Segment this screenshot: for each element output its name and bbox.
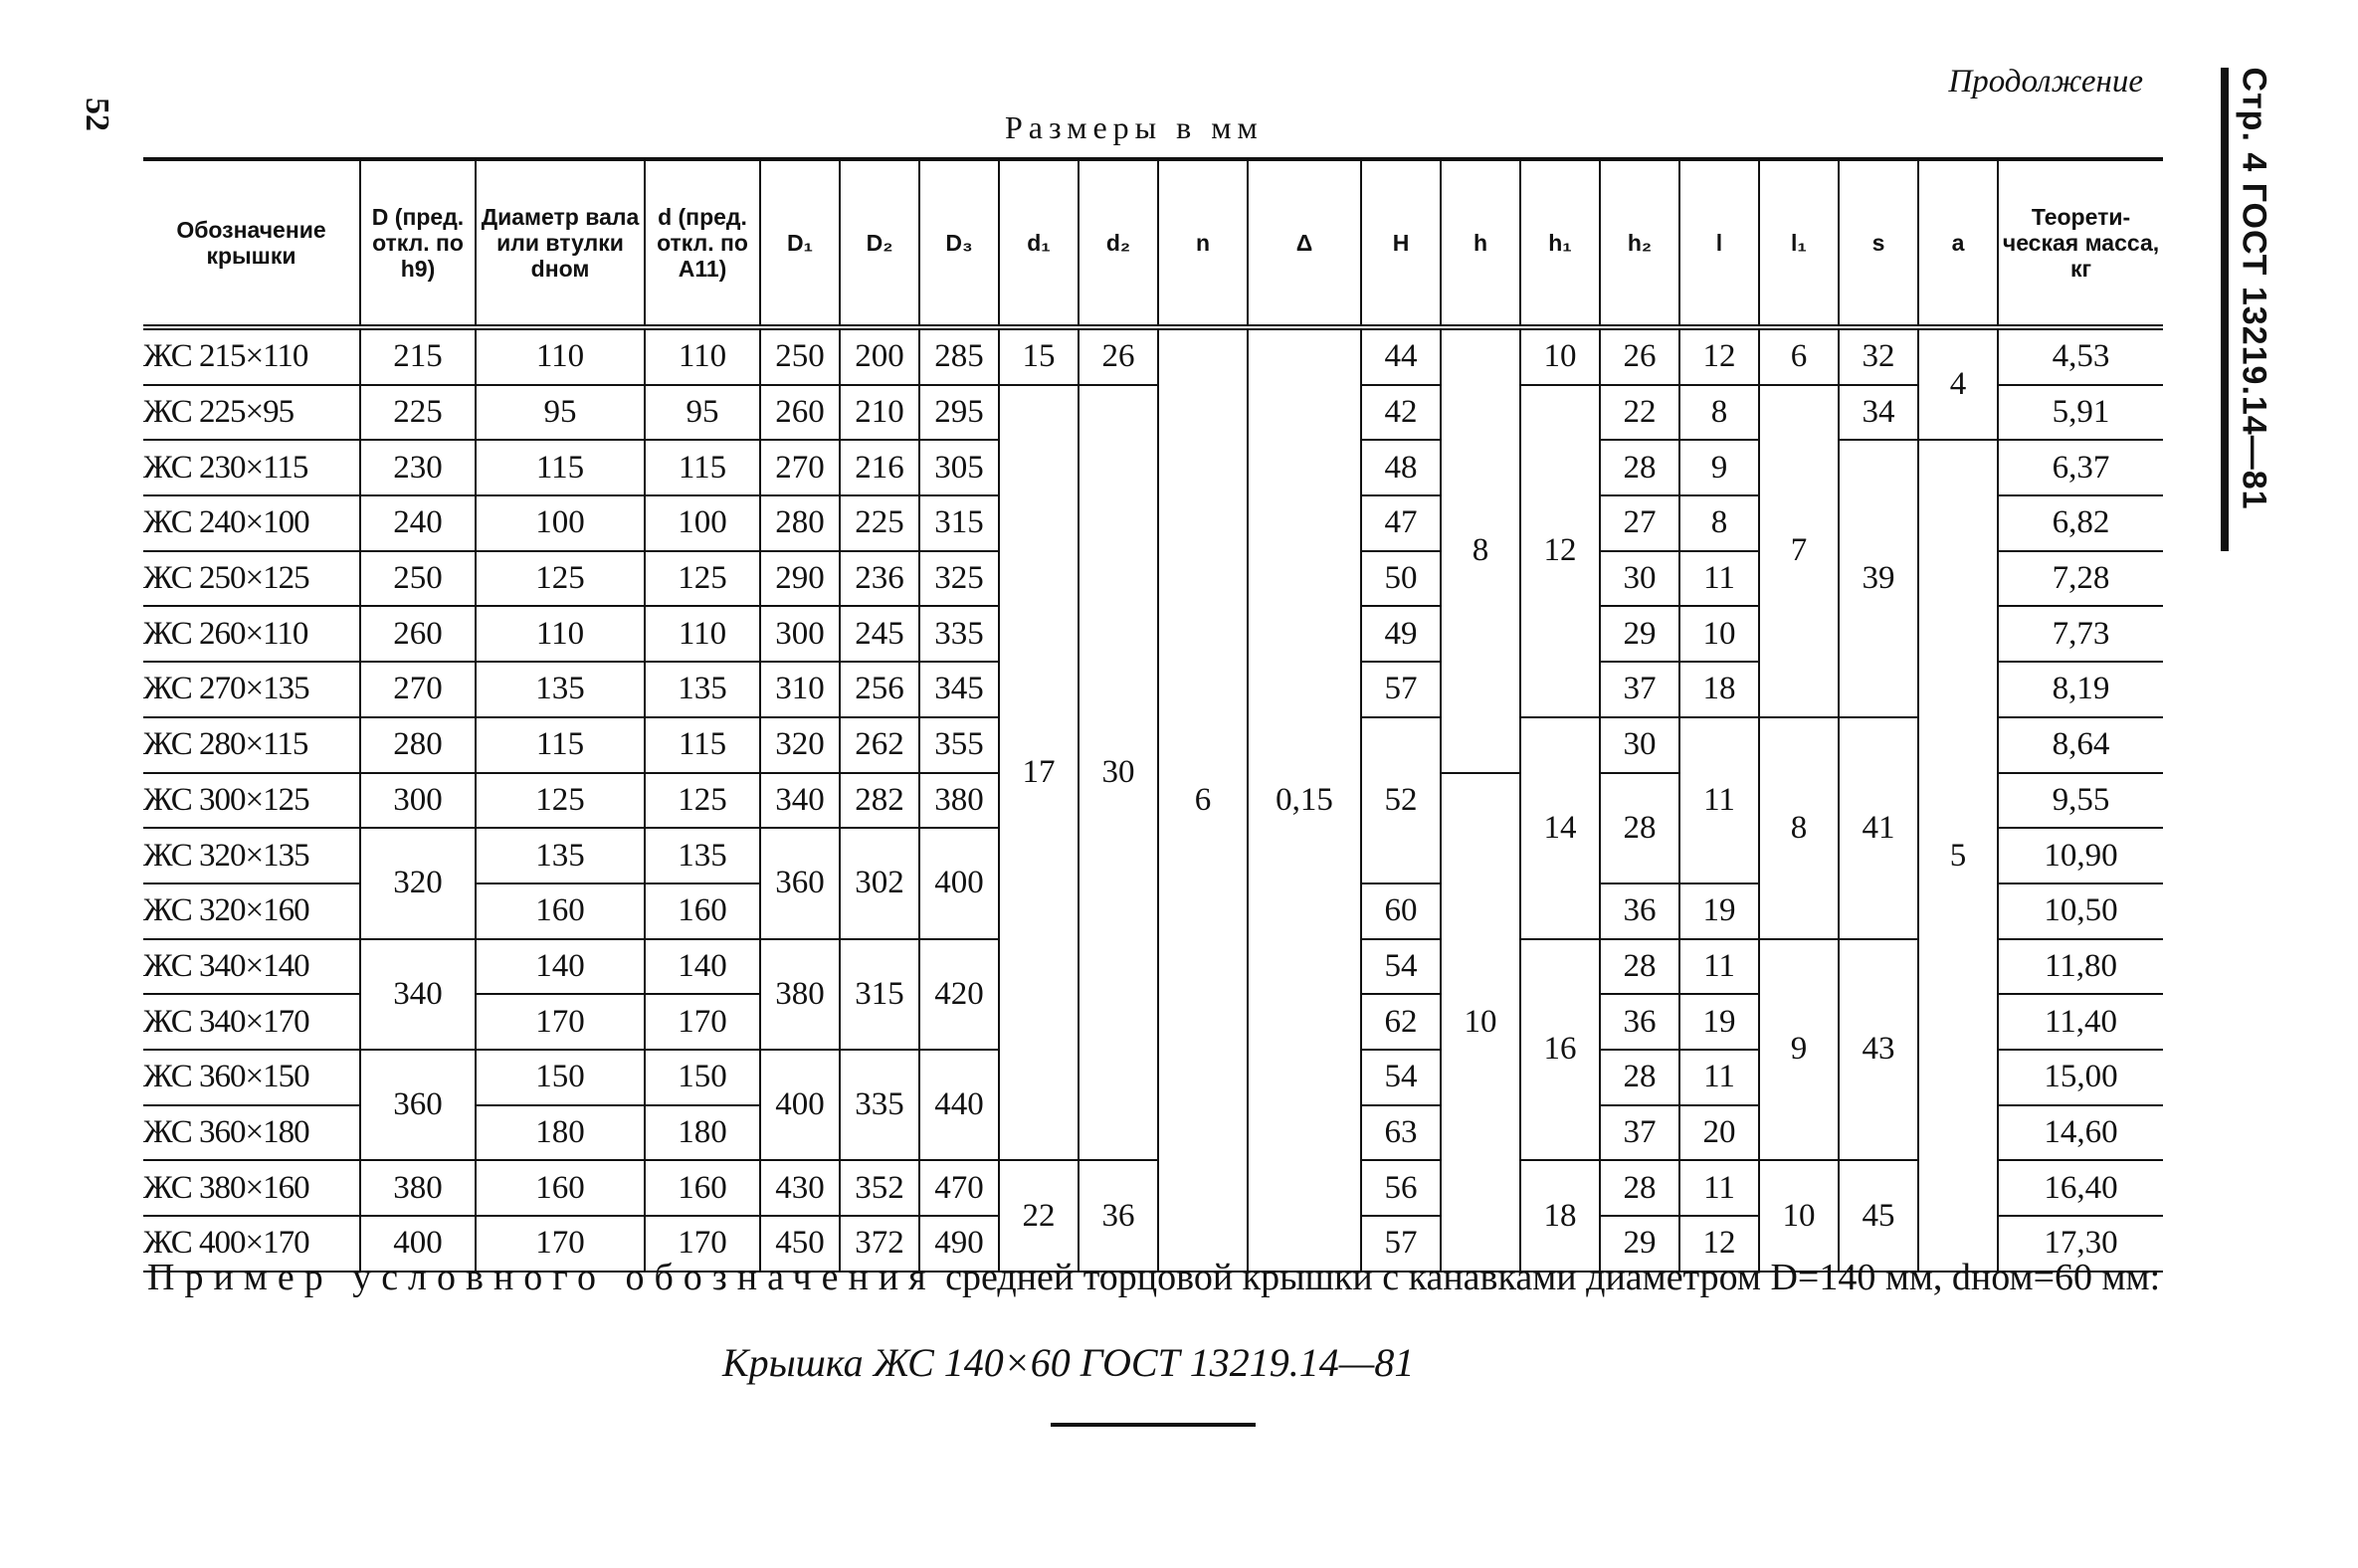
end-rule xyxy=(1051,1423,1256,1427)
cell: 260 xyxy=(760,385,840,441)
cell: 280 xyxy=(360,717,476,773)
cell: 170 xyxy=(645,994,760,1050)
dimensions-table xyxy=(143,157,2163,1273)
cell: 16,40 xyxy=(1998,1160,2163,1216)
cell: 26 xyxy=(1079,327,1158,385)
cell: 380 xyxy=(919,773,999,829)
cell: ЖС 320×135 xyxy=(143,828,360,883)
cell: 9 xyxy=(1679,440,1759,495)
cell: 110 xyxy=(476,606,645,662)
cell: 125 xyxy=(645,773,760,829)
header-cell: h xyxy=(1441,159,1520,327)
cell: ЖС 340×140 xyxy=(143,939,360,995)
cell: 160 xyxy=(645,1160,760,1216)
header-cell: n xyxy=(1158,159,1248,327)
cell: 15,00 xyxy=(1998,1050,2163,1105)
cell: 28 xyxy=(1600,1050,1679,1105)
merged-cell: 10 xyxy=(1441,773,1520,1272)
cell: 216 xyxy=(840,440,919,495)
cell: 28 xyxy=(1600,440,1679,495)
cell: 7,28 xyxy=(1998,551,2163,607)
merged-cell: 11 xyxy=(1679,717,1759,883)
cell: 12 xyxy=(1679,1216,1759,1272)
cell: ЖС 360×180 xyxy=(143,1105,360,1161)
cell: ЖС 230×115 xyxy=(143,440,360,495)
header-cell: H xyxy=(1361,159,1441,327)
cell: 36 xyxy=(1600,994,1679,1050)
header-cell: s xyxy=(1839,159,1918,327)
cell: ЖС 270×135 xyxy=(143,662,360,717)
merged-cell: 340 xyxy=(360,939,476,1050)
merged-cell: 360 xyxy=(760,828,840,938)
cell: 490 xyxy=(919,1216,999,1272)
header-cell: h₁ xyxy=(1520,159,1600,327)
cell: 305 xyxy=(919,440,999,495)
cell: 135 xyxy=(645,662,760,717)
header-cell: D₁ xyxy=(760,159,840,327)
cell: ЖС 215×110 xyxy=(143,327,360,385)
cell: 49 xyxy=(1361,606,1441,662)
cell: 10 xyxy=(1520,327,1600,385)
cell: 325 xyxy=(919,551,999,607)
cell: 215 xyxy=(360,327,476,385)
merged-cell: 0,15 xyxy=(1248,327,1361,1272)
cell: 28 xyxy=(1600,1160,1679,1216)
cell: 160 xyxy=(476,883,645,939)
header-cell: Диаметр вала или втулки dном xyxy=(476,159,645,327)
cell: 8,19 xyxy=(1998,662,2163,717)
cell: 180 xyxy=(476,1105,645,1161)
cell: 8,64 xyxy=(1998,717,2163,773)
cell: 100 xyxy=(476,495,645,551)
cell: ЖС 280×115 xyxy=(143,717,360,773)
cell: ЖС 400×170 xyxy=(143,1216,360,1272)
cell: 8 xyxy=(1679,385,1759,441)
merged-cell: 43 xyxy=(1839,939,1918,1161)
table-row xyxy=(143,327,2163,385)
cell: 115 xyxy=(476,717,645,773)
cell: 9,55 xyxy=(1998,773,2163,829)
merged-cell: 28 xyxy=(1600,773,1679,883)
cell: 17,30 xyxy=(1998,1216,2163,1272)
cell: 110 xyxy=(476,327,645,385)
cell: 54 xyxy=(1361,1050,1441,1105)
cell: 22 xyxy=(1600,385,1679,441)
cell: 5,91 xyxy=(1998,385,2163,441)
cell: 380 xyxy=(360,1160,476,1216)
cell: 430 xyxy=(760,1160,840,1216)
cell: 18 xyxy=(1679,662,1759,717)
cell: 42 xyxy=(1361,385,1441,441)
merged-cell: 17 xyxy=(999,385,1079,1161)
cell: 310 xyxy=(760,662,840,717)
cell: 285 xyxy=(919,327,999,385)
cell: 10,50 xyxy=(1998,883,2163,939)
cell: 20 xyxy=(1679,1105,1759,1161)
cell: 170 xyxy=(476,1216,645,1272)
cell: 450 xyxy=(760,1216,840,1272)
merged-cell: 420 xyxy=(919,939,999,1050)
merged-cell: 18 xyxy=(1520,1160,1600,1271)
cell: ЖС 260×110 xyxy=(143,606,360,662)
cell: 210 xyxy=(840,385,919,441)
cell: 345 xyxy=(919,662,999,717)
page-number: 52 xyxy=(79,98,115,131)
cell: ЖС 225×95 xyxy=(143,385,360,441)
cell: 125 xyxy=(476,551,645,607)
header-cell: Δ xyxy=(1248,159,1361,327)
cell: 19 xyxy=(1679,883,1759,939)
cell: 95 xyxy=(645,385,760,441)
cell: 335 xyxy=(919,606,999,662)
cell: 282 xyxy=(840,773,919,829)
cell: 36 xyxy=(1600,883,1679,939)
cell: 100 xyxy=(645,495,760,551)
cell: 110 xyxy=(645,327,760,385)
cell: 355 xyxy=(919,717,999,773)
merged-cell: 5 xyxy=(1918,440,1998,1271)
cell: 340 xyxy=(760,773,840,829)
header-cell: d₁ xyxy=(999,159,1079,327)
merged-cell: 7 xyxy=(1759,385,1839,717)
header-cell: D₃ xyxy=(919,159,999,327)
merged-cell: 315 xyxy=(840,939,919,1050)
header-cell: d₂ xyxy=(1079,159,1158,327)
example-designation: Крышка ЖС 140×60 ГОСТ 13219.14—81 xyxy=(722,1340,1415,1385)
cell: 44 xyxy=(1361,327,1441,385)
cell: 315 xyxy=(919,495,999,551)
cell: 54 xyxy=(1361,939,1441,995)
cell: 236 xyxy=(840,551,919,607)
cell: 300 xyxy=(360,773,476,829)
merged-cell: 36 xyxy=(1079,1160,1158,1271)
header-cell: D₂ xyxy=(840,159,919,327)
cell: 11 xyxy=(1679,551,1759,607)
cell: 115 xyxy=(645,440,760,495)
cell: ЖС 240×100 xyxy=(143,495,360,551)
cell: 140 xyxy=(645,939,760,995)
cell: 110 xyxy=(645,606,760,662)
header-cell: Теорети-ческая масса, кг xyxy=(1998,159,2163,327)
merged-cell: 22 xyxy=(999,1160,1079,1271)
merged-cell: 6 xyxy=(1158,327,1248,1272)
cell: 11 xyxy=(1679,1160,1759,1216)
cell: 270 xyxy=(760,440,840,495)
merged-cell: 12 xyxy=(1520,385,1600,717)
cell: 50 xyxy=(1361,551,1441,607)
cell: ЖС 360×150 xyxy=(143,1050,360,1105)
cell: 352 xyxy=(840,1160,919,1216)
cell: 62 xyxy=(1361,994,1441,1050)
cell: 230 xyxy=(360,440,476,495)
cell: 372 xyxy=(840,1216,919,1272)
merged-cell: 4 xyxy=(1918,327,1998,440)
cell: 135 xyxy=(645,828,760,883)
merged-cell: 8 xyxy=(1759,717,1839,939)
table-row xyxy=(143,1160,2163,1216)
cell: ЖС 380×160 xyxy=(143,1160,360,1216)
cell: 300 xyxy=(760,606,840,662)
merged-cell: 440 xyxy=(919,1050,999,1160)
cell: 28 xyxy=(1600,939,1679,995)
cell: 56 xyxy=(1361,1160,1441,1216)
cell: 170 xyxy=(476,994,645,1050)
cell: 160 xyxy=(476,1160,645,1216)
cell: 256 xyxy=(840,662,919,717)
cell: 135 xyxy=(476,828,645,883)
merged-cell: 380 xyxy=(760,939,840,1050)
cell: 11,80 xyxy=(1998,939,2163,995)
table-row xyxy=(143,385,2163,441)
cell: 11 xyxy=(1679,939,1759,995)
cell: ЖС 300×125 xyxy=(143,773,360,829)
cell: 57 xyxy=(1361,1216,1441,1272)
cell: 27 xyxy=(1600,495,1679,551)
cell: 14,60 xyxy=(1998,1105,2163,1161)
merged-cell: 16 xyxy=(1520,939,1600,1161)
header-cell: l xyxy=(1679,159,1759,327)
cell: 47 xyxy=(1361,495,1441,551)
side-reference: Стр. 4 ГОСТ 13219.14—81 xyxy=(2235,67,2273,510)
cell: 11 xyxy=(1679,1050,1759,1105)
cell: 200 xyxy=(840,327,919,385)
units-caption: Размеры в мм xyxy=(1005,109,1264,145)
cell: 29 xyxy=(1600,1216,1679,1272)
example-text: средней торцовой крышки с канавками диаметром D=140 мм, dном=60 мм: xyxy=(945,1257,2161,1298)
merged-cell: 400 xyxy=(919,828,999,938)
cell: 8 xyxy=(1679,495,1759,551)
cell: 30 xyxy=(1600,717,1679,773)
cell: 4,53 xyxy=(1998,327,2163,385)
cell: 290 xyxy=(760,551,840,607)
cell: 29 xyxy=(1600,606,1679,662)
cell: 320 xyxy=(760,717,840,773)
header-cell: l₁ xyxy=(1759,159,1839,327)
cell: 115 xyxy=(476,440,645,495)
cell: 15 xyxy=(999,327,1079,385)
cell: 115 xyxy=(645,717,760,773)
merged-cell: 335 xyxy=(840,1050,919,1160)
merged-cell: 45 xyxy=(1839,1160,1918,1271)
cell: 37 xyxy=(1600,662,1679,717)
merged-cell: 39 xyxy=(1839,440,1918,716)
cell: 170 xyxy=(645,1216,760,1272)
merged-cell: 10 xyxy=(1759,1160,1839,1271)
cell: 32 xyxy=(1839,327,1918,385)
header-cell: h₂ xyxy=(1600,159,1679,327)
cell: 250 xyxy=(760,327,840,385)
cell: 37 xyxy=(1600,1105,1679,1161)
cell: 60 xyxy=(1361,883,1441,939)
cell: 26 xyxy=(1600,327,1679,385)
cell: 280 xyxy=(760,495,840,551)
cell: 240 xyxy=(360,495,476,551)
cell: 470 xyxy=(919,1160,999,1216)
cell: 6,82 xyxy=(1998,495,2163,551)
cell: 150 xyxy=(645,1050,760,1105)
cell: 6,37 xyxy=(1998,440,2163,495)
cell: 10 xyxy=(1679,606,1759,662)
cell: 270 xyxy=(360,662,476,717)
cell: 260 xyxy=(360,606,476,662)
cell: ЖС 250×125 xyxy=(143,551,360,607)
cell: 225 xyxy=(360,385,476,441)
cell: 6 xyxy=(1759,327,1839,385)
example-lead: Пример условного обозначения xyxy=(147,1257,936,1298)
cell: 57 xyxy=(1361,662,1441,717)
header-cell: D (пред. откл. по h9) xyxy=(360,159,476,327)
cell: 34 xyxy=(1839,385,1918,441)
continuation-label: Продолжение xyxy=(1948,64,2143,99)
header-cell: Обозначение крышки xyxy=(143,159,360,327)
cell: 250 xyxy=(360,551,476,607)
cell: 48 xyxy=(1361,440,1441,495)
cell: 19 xyxy=(1679,994,1759,1050)
cell: 7,73 xyxy=(1998,606,2163,662)
example-paragraph xyxy=(147,1256,2177,1299)
merged-cell: 52 xyxy=(1361,717,1441,883)
merged-cell: 8 xyxy=(1441,327,1520,773)
cell: ЖС 340×170 xyxy=(143,994,360,1050)
cell: 12 xyxy=(1679,327,1759,385)
cell: 125 xyxy=(645,551,760,607)
cell: 135 xyxy=(476,662,645,717)
cell: 245 xyxy=(840,606,919,662)
cell: 225 xyxy=(840,495,919,551)
cell: 295 xyxy=(919,385,999,441)
merged-cell: 9 xyxy=(1759,939,1839,1161)
cell: 95 xyxy=(476,385,645,441)
merged-cell: 360 xyxy=(360,1050,476,1160)
table-header-row xyxy=(143,159,2163,327)
merged-cell: 302 xyxy=(840,828,919,938)
header-cell: a xyxy=(1918,159,1998,327)
header-cell: d (пред. откл. по A11) xyxy=(645,159,760,327)
cell: 125 xyxy=(476,773,645,829)
cell: 262 xyxy=(840,717,919,773)
cell: 63 xyxy=(1361,1105,1441,1161)
merged-cell: 320 xyxy=(360,828,476,938)
merged-cell: 41 xyxy=(1839,717,1918,939)
cell: 10,90 xyxy=(1998,828,2163,883)
merged-cell: 400 xyxy=(760,1050,840,1160)
cell: 30 xyxy=(1600,551,1679,607)
cell: 150 xyxy=(476,1050,645,1105)
cell: 160 xyxy=(645,883,760,939)
cell: 180 xyxy=(645,1105,760,1161)
cell: 140 xyxy=(476,939,645,995)
cell: ЖС 320×160 xyxy=(143,883,360,939)
cell: 11,40 xyxy=(1998,994,2163,1050)
merged-cell: 30 xyxy=(1079,385,1158,1161)
merged-cell: 14 xyxy=(1520,717,1600,939)
cell: 400 xyxy=(360,1216,476,1272)
